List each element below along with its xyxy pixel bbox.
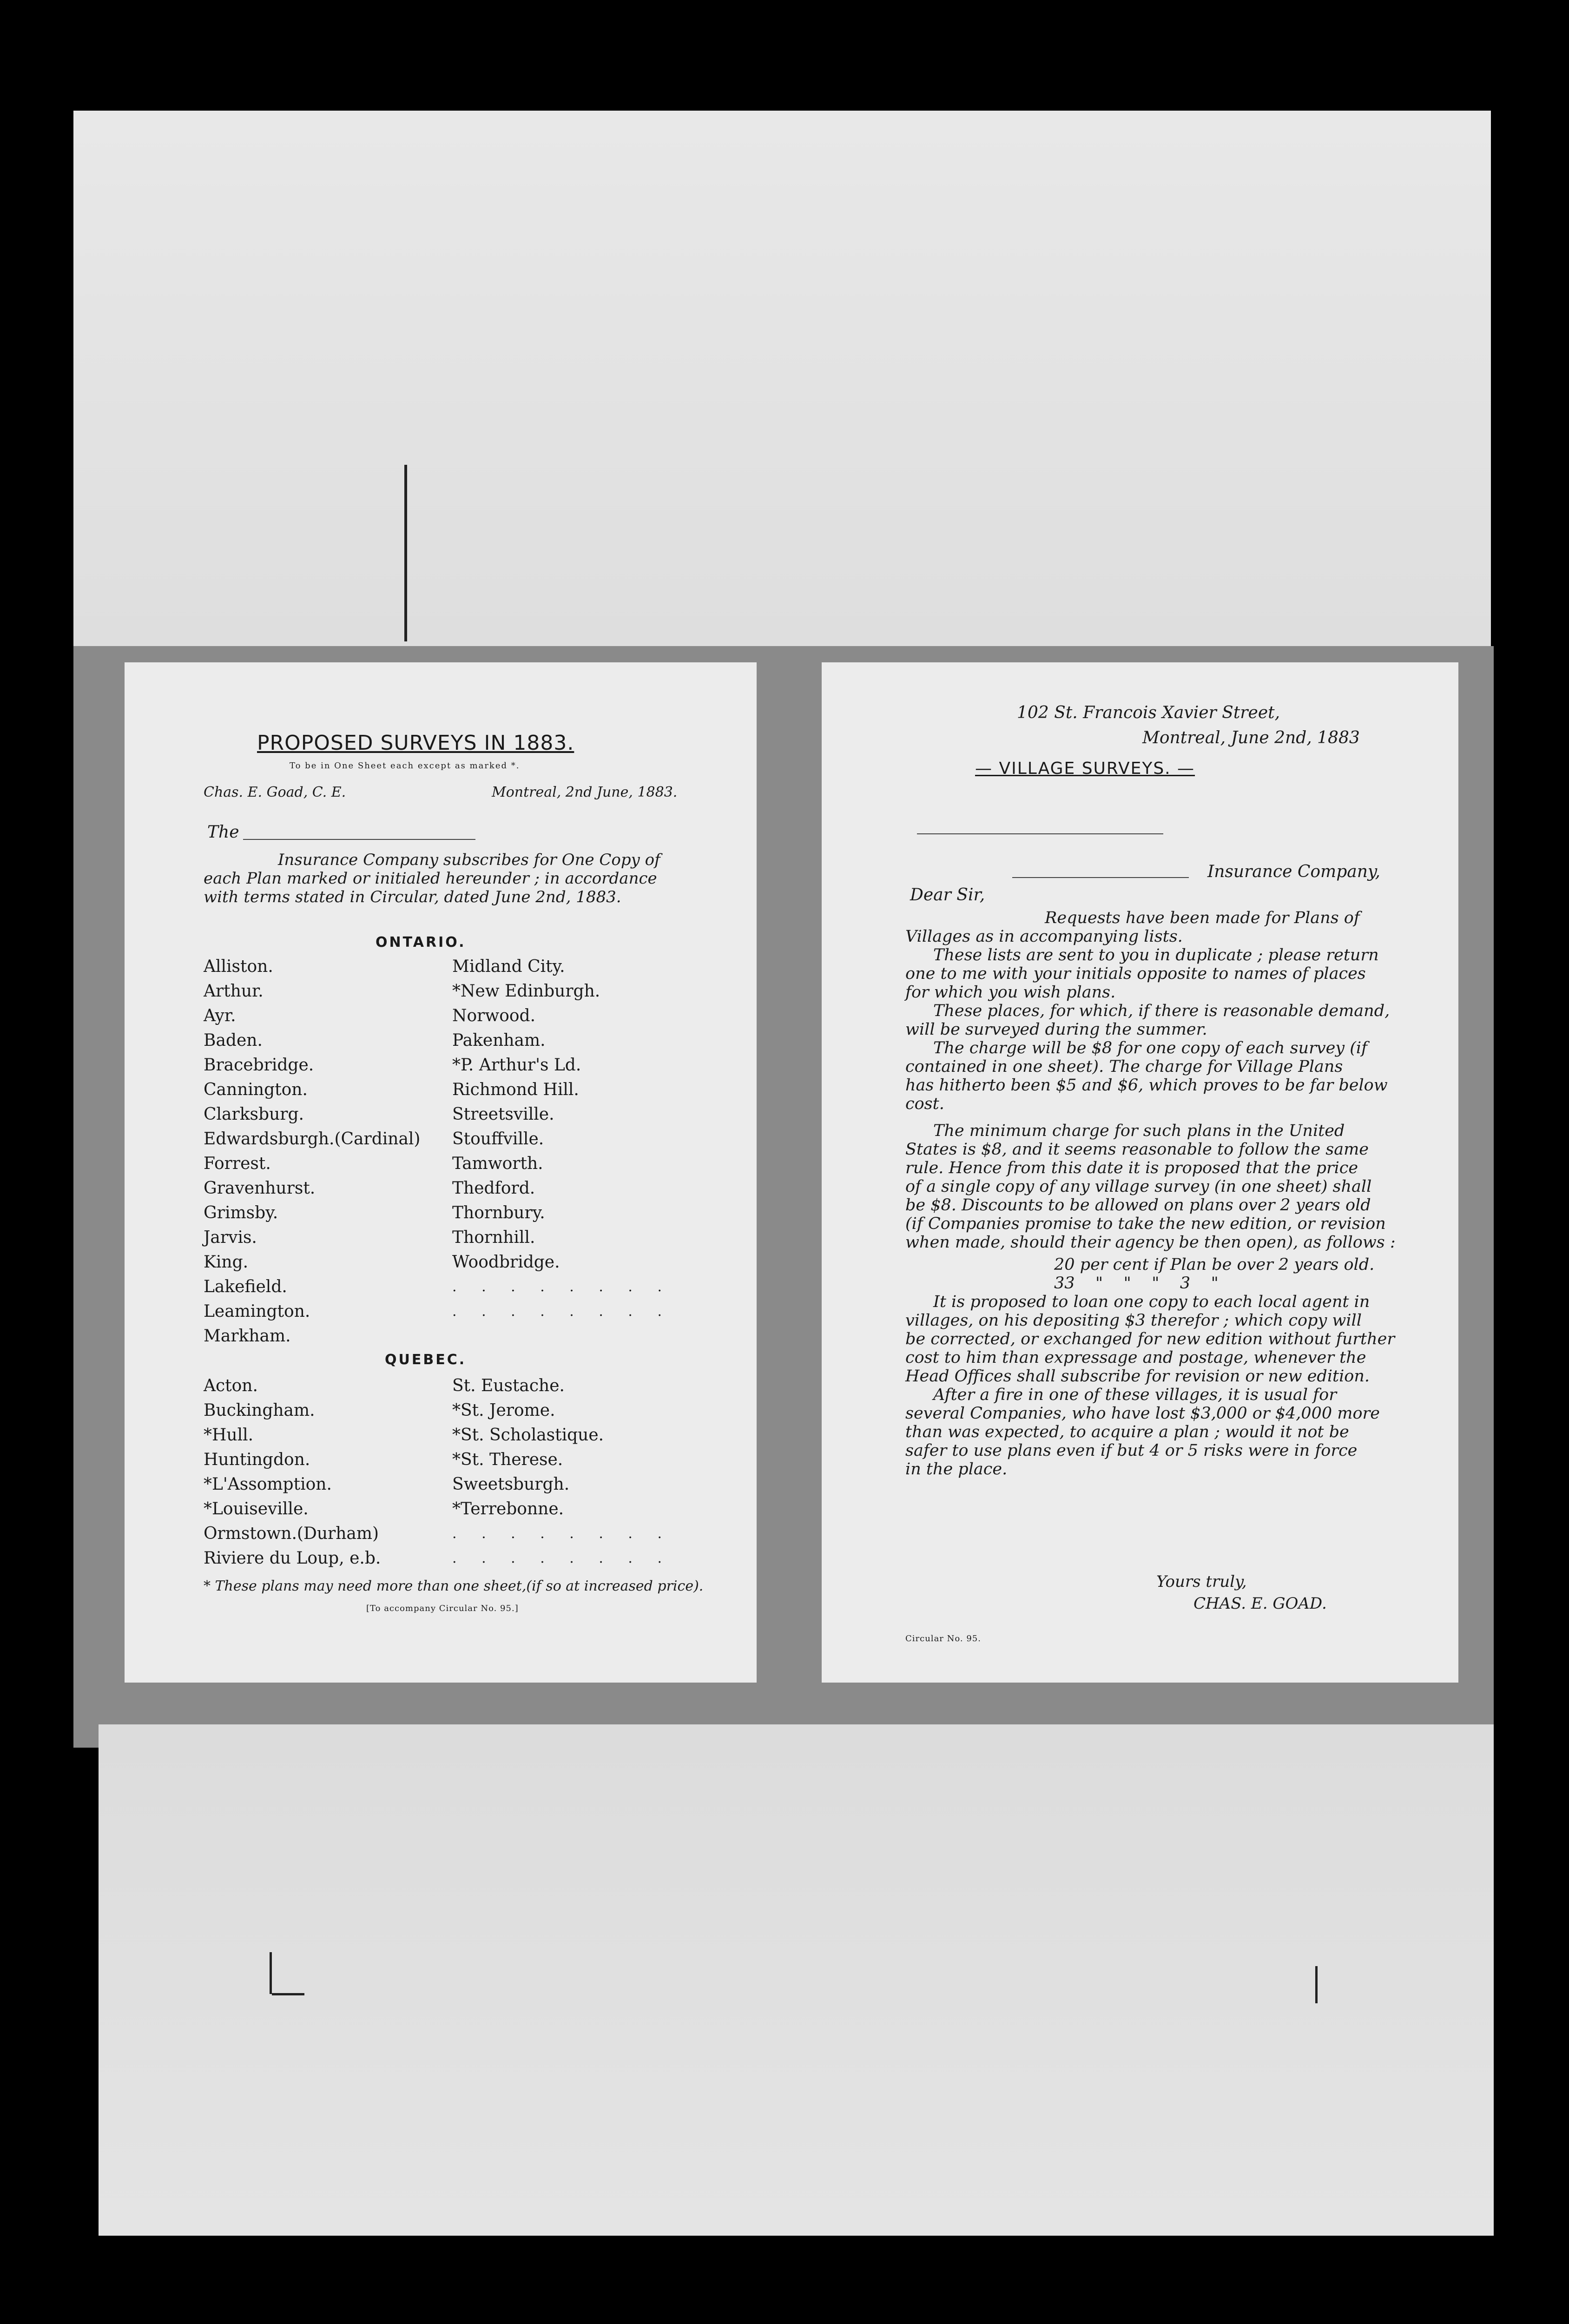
address-line: 102 St. Francois Xavier Street, xyxy=(1017,703,1280,722)
scratch-mark xyxy=(404,465,407,641)
list-item: Clarksburg. xyxy=(204,1105,304,1124)
discount-line: 33 " " " 3 " xyxy=(1054,1274,1219,1293)
list-item: Gravenhurst. xyxy=(204,1179,316,1198)
list-item: King. xyxy=(204,1253,249,1272)
paragraph-line: when made, should their agency be then open), as follows : xyxy=(905,1233,1396,1252)
list-item: Streetsville. xyxy=(452,1105,554,1124)
list-item: Huntingdon. xyxy=(204,1450,310,1469)
the-label: The xyxy=(207,823,239,842)
paragraph-line: The charge will be $8 for one copy of each survey (if xyxy=(933,1039,1368,1057)
list-item: Cannington. xyxy=(204,1080,308,1099)
form-place-date: Montreal, 2nd June, 1883. xyxy=(492,784,678,800)
quebec-list-col1 xyxy=(204,1373,381,1571)
letter-heading: — VILLAGE SURVEYS. — xyxy=(975,759,1195,778)
addressee-line[interactable] xyxy=(917,833,1163,834)
list-item: Edwardsburgh.(Cardinal) xyxy=(204,1129,421,1149)
paragraph-line: cost to him than expressage and postage, whenever the xyxy=(905,1348,1366,1367)
paragraph-line: contained in one sheet). The charge for Village Plans xyxy=(905,1057,1343,1076)
company-name-line[interactable] xyxy=(1012,877,1189,878)
list-item: Forrest. xyxy=(204,1154,271,1173)
list-item: Grimsby. xyxy=(204,1203,278,1222)
scratch-mark xyxy=(270,1952,272,1994)
paragraph-line: safer to use plans even if but 4 or 5 risks were in force xyxy=(905,1441,1358,1460)
letter-body xyxy=(905,909,1435,1479)
ontario-list-col1 xyxy=(204,954,420,1348)
list-item: Jarvis. xyxy=(204,1228,257,1247)
accompany-note: [To accompany Circular No. 95.] xyxy=(366,1604,519,1613)
insurance-company-label: Insurance Company, xyxy=(1207,862,1380,881)
blank-entry-row[interactable]: . . . . . . . . xyxy=(452,1525,672,1542)
scratch-mark xyxy=(272,1993,304,1995)
list-item: Thornhill. xyxy=(452,1228,535,1247)
list-item: *Hull. xyxy=(204,1426,254,1445)
paragraph-line: (if Companies promise to take the new edition, or revision xyxy=(905,1215,1386,1233)
closing: Yours truly, xyxy=(1156,1572,1247,1591)
list-item: Norwood. xyxy=(452,1006,536,1025)
list-item: Markham. xyxy=(204,1327,291,1346)
quebec-list-col2 xyxy=(452,1373,672,1571)
paragraph-line: It is proposed to loan one copy to each local agent in xyxy=(933,1293,1370,1311)
list-item: *L'Assomption. xyxy=(204,1475,332,1494)
list-item: *St. Therese. xyxy=(452,1450,563,1469)
intro-line: with terms stated in Circular, dated June 2nd, 1883. xyxy=(204,888,621,906)
paragraph-line: one to me with your initials opposite to names of places xyxy=(905,964,1366,983)
form-subtitle: To be in One Sheet each except as marked *. xyxy=(290,761,520,771)
paragraph-line: for which you wish plans. xyxy=(905,983,1116,1002)
ontario-heading: ONTARIO. xyxy=(376,934,466,951)
blank-entry-row[interactable]: . . . . . . . . xyxy=(452,1550,672,1566)
list-item: Arthur. xyxy=(204,982,264,1001)
list-item: Thedford. xyxy=(452,1179,535,1198)
paragraph-line: States is $8, and it seems reasonable to follow the same xyxy=(905,1140,1369,1159)
paragraph-line: be $8. Discounts to be allowed on plans over 2 years old xyxy=(905,1196,1371,1215)
list-item: *New Edinburgh. xyxy=(452,982,600,1001)
ontario-list-col2 xyxy=(452,954,672,1324)
paragraph-line: than was expected, to acquire a plan ; would it not be xyxy=(905,1423,1349,1441)
list-item: Ormstown.(Durham) xyxy=(204,1524,379,1543)
list-item: Baden. xyxy=(204,1031,263,1050)
paragraph-line: villages, on his depositing $3 therefor ; which copy will xyxy=(905,1311,1362,1330)
paragraph-line: will be surveyed during the summer. xyxy=(905,1020,1207,1039)
list-item: Ayr. xyxy=(204,1006,236,1025)
list-item: *Terrebonne. xyxy=(452,1499,564,1519)
list-item: St. Eustache. xyxy=(452,1376,565,1395)
list-item: Thornbury. xyxy=(452,1203,545,1222)
list-item: *St. Scholastique. xyxy=(452,1426,604,1445)
village-surveys-letter xyxy=(822,662,1458,1683)
list-item: Midland City. xyxy=(452,957,565,976)
list-item: Alliston. xyxy=(204,957,273,976)
paragraph-line: has hitherto been $5 and $6, which proves to be far below xyxy=(905,1076,1388,1095)
circular-number: Circular No. 95. xyxy=(905,1634,981,1644)
paragraph-line: Head Offices shall subscribe for revision or new edition. xyxy=(905,1367,1370,1386)
paragraph-line: Villages as in accompanying lists. xyxy=(905,927,1183,946)
list-item: *Louiseville. xyxy=(204,1499,309,1519)
blank-sheet-top xyxy=(73,111,1491,650)
form-title: PROPOSED SURVEYS IN 1883. xyxy=(257,731,574,755)
address-date: Montreal, June 2nd, 1883 xyxy=(1142,728,1360,747)
list-item: Pakenham. xyxy=(452,1031,546,1050)
intro-line: each Plan marked or initialed hereunder ; in accordance xyxy=(204,869,657,888)
list-item: Buckingham. xyxy=(204,1401,315,1420)
intro-line: Insurance Company subscribes for One Copy of xyxy=(278,851,660,869)
quebec-heading: QUEBEC. xyxy=(385,1352,467,1368)
blank-sheet-bottom xyxy=(99,1724,1494,2236)
salutation: Dear Sir, xyxy=(910,885,985,905)
paragraph-line: These lists are sent to you in duplicate ; please return xyxy=(933,946,1379,964)
paragraph-line: in the place. xyxy=(905,1460,1008,1479)
list-item: Leamington. xyxy=(204,1302,310,1321)
paragraph-line: These places, for which, if there is reasonable demand, xyxy=(933,1002,1390,1020)
proposed-surveys-form xyxy=(125,662,757,1683)
list-item: Tamworth. xyxy=(452,1154,543,1173)
signature: CHAS. E. GOAD. xyxy=(1193,1594,1327,1613)
list-item: Sweetsburgh. xyxy=(452,1475,570,1494)
paragraph-line: rule. Hence from this date it is proposed that the price xyxy=(905,1159,1358,1177)
list-item: *P. Arthur's Ld. xyxy=(452,1056,581,1075)
list-item: *St. Jerome. xyxy=(452,1401,555,1420)
list-item: Richmond Hill. xyxy=(452,1080,579,1099)
list-item: Acton. xyxy=(204,1376,258,1395)
list-item: Riviere du Loup, e.b. xyxy=(204,1549,381,1568)
scratch-mark xyxy=(1315,1966,1318,2003)
company-name-line[interactable] xyxy=(243,839,475,840)
discount-line: 20 per cent if Plan be over 2 years old. xyxy=(1054,1255,1375,1274)
blank-entry-row[interactable]: . . . . . . . . xyxy=(452,1279,672,1295)
paragraph-line: of a single copy of any village survey (in one sheet) shall xyxy=(905,1177,1372,1196)
paragraph-line: The minimum charge for such plans in the United xyxy=(933,1122,1345,1140)
list-item: Woodbridge. xyxy=(452,1253,560,1272)
paragraph-line: be corrected, or exchanged for new edition without further xyxy=(905,1330,1395,1348)
list-item: Bracebridge. xyxy=(204,1056,314,1075)
footnote: * These plans may need more than one sheet,(if so at increased price). xyxy=(204,1578,704,1594)
paragraph-line: After a fire in one of these villages, it is usual for xyxy=(933,1386,1337,1404)
list-item: Stouffville. xyxy=(452,1129,544,1149)
paragraph-line: cost. xyxy=(905,1095,944,1113)
list-item: Lakefield. xyxy=(204,1277,287,1296)
form-author: Chas. E. Goad, C. E. xyxy=(204,784,346,800)
paragraph-line: Requests have been made for Plans of xyxy=(1045,909,1360,927)
paragraph-line: several Companies, who have lost $3,000 or $4,000 more xyxy=(905,1404,1380,1423)
blank-entry-row[interactable]: . . . . . . . . xyxy=(452,1303,672,1320)
